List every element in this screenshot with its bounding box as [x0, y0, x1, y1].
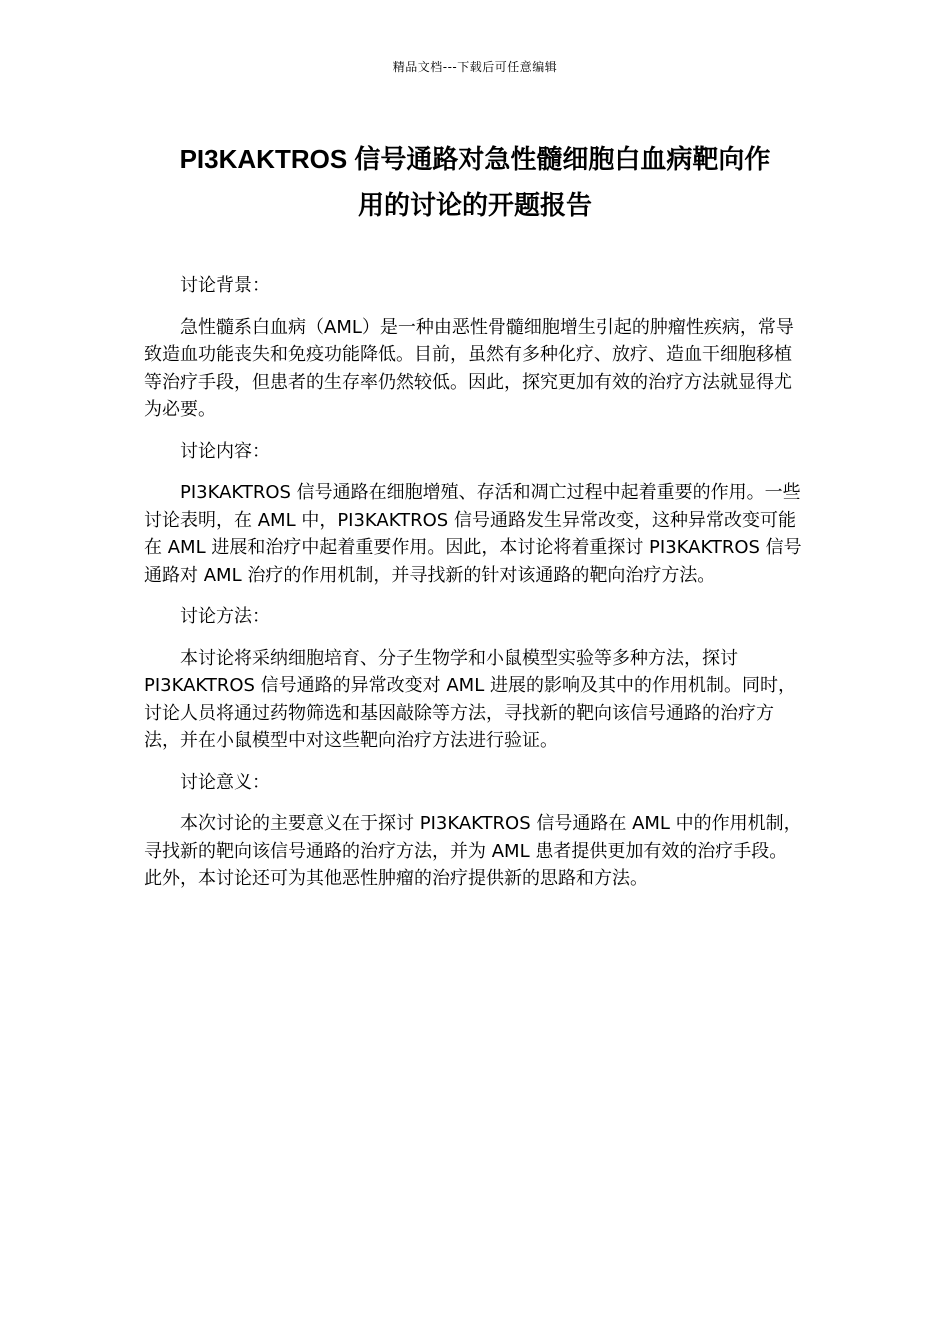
section-label-background: 讨论背景： [180, 275, 270, 296]
title-line-1: PI3KAKTROS 信号通路对急性髓细胞白血病靶向作 [179, 144, 771, 174]
title-line-2: 用的讨论的开题报告 [357, 190, 592, 220]
document-body [144, 272, 804, 907]
section-label-significance: 讨论意义： [180, 771, 270, 793]
paragraph-significance: 本次讨论的主要意义在于探讨 PI3KAKTROS 信号通路在 AML 中的作用机制，寻找新的靶向该信号通路的治疗方法，并为 AML 患者提供更加有效的治疗手段。此外，本讨论还可为其他恶性肿瘤的治疗提供新的思路和方法。 [144, 813, 802, 889]
section-label-content: 讨论内容： [180, 440, 270, 462]
paragraph-methods: 本讨论将采纳细胞培育、分子生物学和小鼠模型实验等多种方法，探讨 PI3KAKTROS 信号通路的异常改变对 AML 进展的影响及其中的作用机制。同时，讨论人员将通过药物筛选和基因敲除等方法，寻找新的靶向该信号通路的治疗方法，并在小鼠模型中对这些靶向治疗方法进行验证。 [144, 647, 796, 751]
document-title [140, 136, 810, 228]
section-label-methods: 讨论方法： [180, 606, 270, 627]
header-note: 精品文档---下载后可任意编辑 [392, 60, 558, 74]
paragraph-background: 急性髓系白血病（AML）是一种由恶性骨髓细胞增生引起的肿瘤性疾病，常导致造血功能丧失和免疫功能降低。目前，虽然有多种化疗、放疗、造血干细胞移植等治疗手段，但患者的生存率仍然较低。因此，探究更加有效的治疗方法就显得尤为必要。 [144, 316, 794, 420]
paragraph-content: PI3KAKTROS 信号通路在细胞增殖、存活和凋亡过程中起着重要的作用。一些讨论表明，在 AML 中，PI3KAKTROS 信号通路发生异常改变，这种异常改变可能在 AML 进展和治疗中起着重要作用。因此，本讨论将着重探讨 PI3KAKTROS 信号通路对 AML 治疗的作用机制，并寻找新的针对该通路的靶向治疗方法。 [144, 482, 802, 586]
